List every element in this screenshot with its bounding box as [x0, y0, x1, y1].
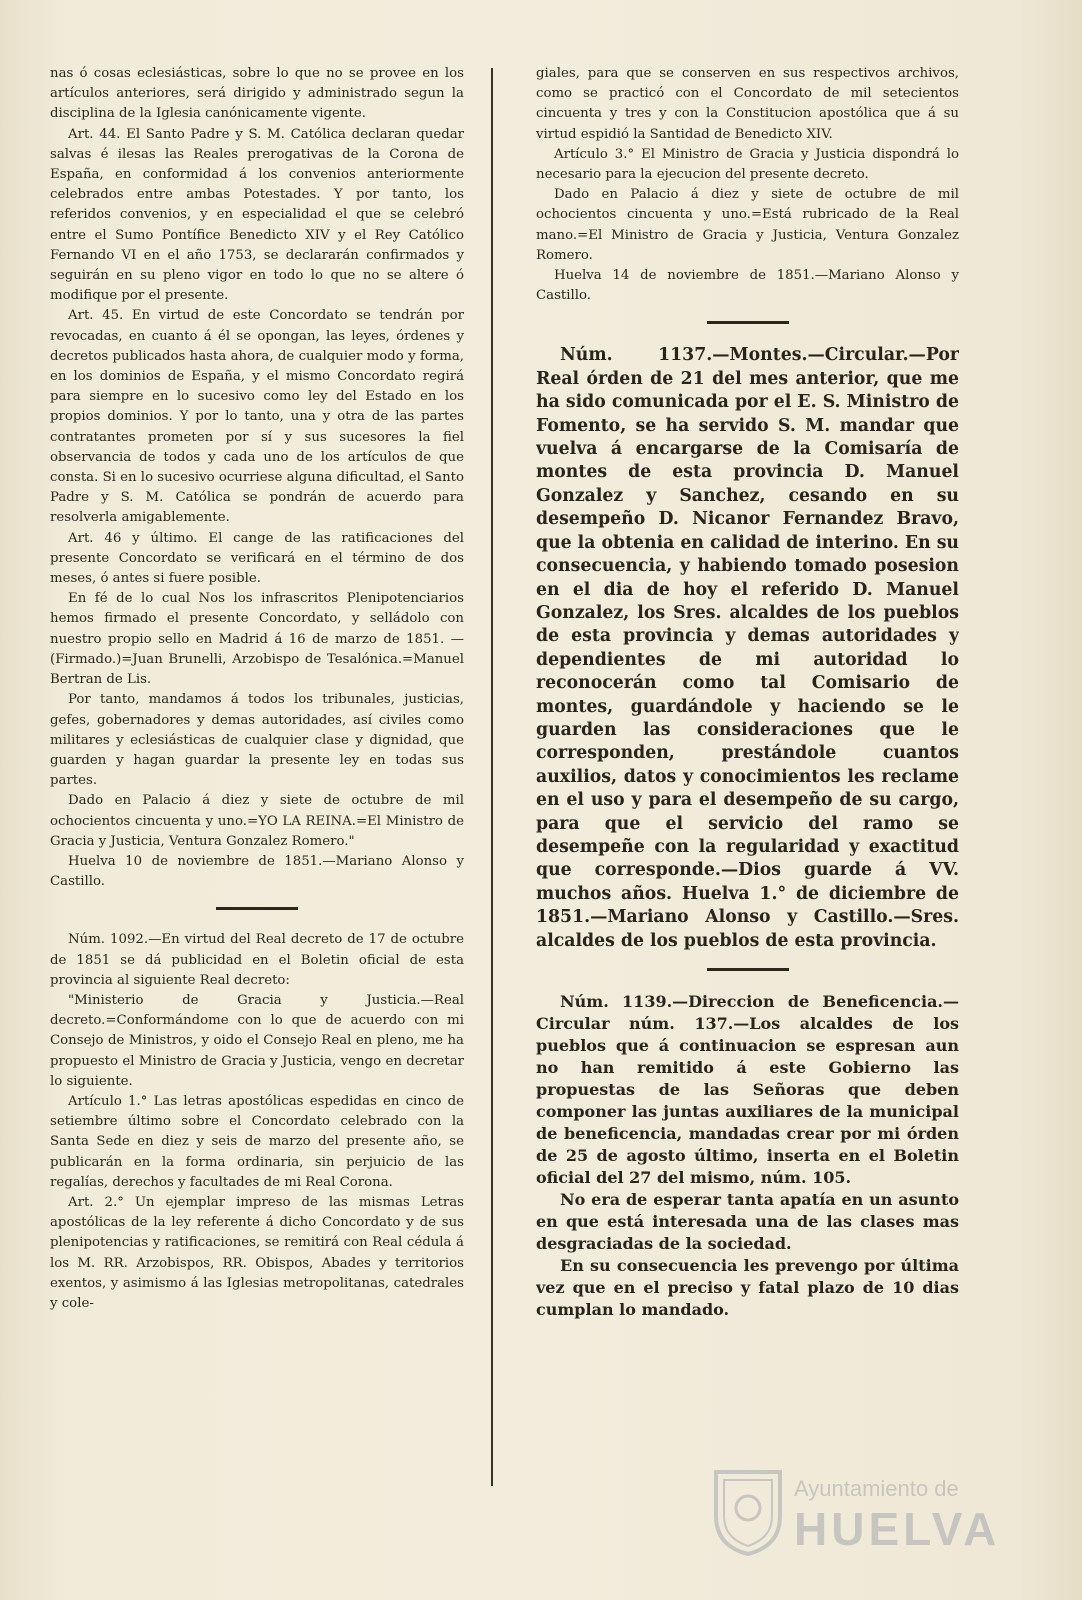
watermark-line2: HUELVA: [794, 1503, 1001, 1555]
articulo-3: Artículo 3.° El Ministro de Gracia y Justicia dispondrá lo necesario para la ejecucion del presente decreto.: [536, 146, 959, 183]
section-divider: [707, 968, 789, 971]
huelva-date-signature: Huelva 10 de noviembre de 1851.—Mariano Alonso y Castillo.: [50, 853, 464, 890]
section-divider: [707, 321, 789, 324]
article-44: Art. 44. El Santo Padre y S. M. Católica declaran quedar salvas é ilesas las Reales prerogativas de la Corona de España, en conformidad á los convenios anteriormente celebrados entre ambas Potestades. Y por tanto, los referidos convenios, y en especialidad el que se celebró entre el Sumo Pontífice Benedicto XIV y el Rey Católico Fernando VI en el año 1753, se declararán confirmados y seguirán en su pleno vigor en todo lo que no se altere ó modifique por el presente.: [50, 126, 464, 304]
seal-icon: [712, 1466, 784, 1556]
apathy-paragraph: No era de esperar tanta apatía en un asunto en que está interesada una de las clases mas desgraciadas de la sociedad.: [536, 1190, 959, 1253]
article-46: Art. 46 y último. El cange de las ratificaciones del presente Concordato se verificará en el término de dos meses, ó antes si fuere posible.: [50, 530, 464, 587]
mandate-paragraph: Por tanto, mandamos á todos los tribunales, justicias, gefes, gobernadores y demas autoridades, así civiles como militares y eclesiásticas de cualquier clase y dignidad, que guarden y hagan guardar la presente ley en todas sus partes.: [50, 692, 464, 789]
decree-continuation: giales, para que se conserven en sus respectivos archivos, como se practicó con el Concordato de mil setecientos cincuenta y tres y con la Constitucion apostólica que á su virtud espidió la Santidad de Benedicto XIV.: [536, 66, 959, 142]
num-1139-circular: Núm. 1139.—Direccion de Beneficencia.—Circular núm. 137.—Los alcaldes de los pueblos que á continuacion se espresan aun no han remitido á este Gobierno las propuestas de las Señoras que deben componer las juntas auxiliares de la municipal de beneficencia, mandadas crear por mi órden de 25 de agosto último, inserta en el Boletin oficial del 27 del mismo, núm. 105.: [536, 992, 959, 1187]
articulo-1: Artículo 1.° Las letras apostólicas espedidas en cinco de setiembre último sobre el Concordato celebrado con la Santa Sede en diez y seis de marzo del presente año, se publicarán en la forma ordinaria, sin perjuicio de las regalías, derechos y facultades de mi Real Corona.: [50, 1093, 464, 1190]
num-1092-heading: Núm. 1092.—En virtud del Real decreto de 17 de octubre de 1851 se dá publicidad en el Boletin oficial de esta provincia al siguiente Real decreto:: [50, 932, 464, 988]
article-45: Art. 45. En virtud de este Concordato se tendrán por revocadas, en cuanto á él se opongan, las leyes, órdenes y decretos publicados hasta ahora, de cualquier modo y forma, en los dominios de España, y el mismo Concordato regirá para siempre en lo sucesivo como ley del Estado en los propios dominios. Y por lo tanto, una y otra de las partes contratantes prometen por sí y sus sucesores la fiel observancia de todos y cada uno de los artículos de que consta. Si en lo sucesivo ocurriese alguna dificultad, el Santo Padre y S. M. Católica se pondrán de acuerdo para resolverla amigablemente.: [50, 308, 464, 526]
watermark-line1: Ayuntamiento de: [794, 1476, 959, 1501]
ministry-decree: "Ministerio de Gracia y Justicia.—Real decreto.=Conformándome con lo que de acuerdo con mi Consejo de Ministros, y oido el Consejo Real en pleno, me ha propuesto el Ministro de Gracia y Justicia, vengo en decretar lo siguiente.: [50, 992, 464, 1089]
plenipotentiaries-signature: En fé de lo cual Nos los infrascritos Plenipotenciarios hemos firmado el presente Concordato, y selládolo con nuestro propio sello en Madrid á 16 de marzo de 1851. —(Firmado.)=Juan Brunelli, Arzobispo de Tesalónica.=Manuel Bertran de Lis.: [50, 591, 464, 688]
final-warning-paragraph: En su consecuencia les prevengo por última vez que en el preciso y fatal plazo de 10 dias cumplan lo mandado.: [536, 1256, 959, 1319]
palace-date: Dado en Palacio á diez y siete de octubre de mil ochocientos cincuenta y uno.=YO LA REINA.=El Ministro de Gracia y Justicia, Ventura Gonzalez Romero.": [50, 793, 464, 849]
concordato-continuation: nas ó cosas eclesiásticas, sobre lo que no se provee en los artículos anteriores, será dirigido y administrado segun la disciplina de la Iglesia canónicamente vigente.: [50, 66, 464, 122]
column-rule: [491, 68, 493, 1486]
ayuntamiento-huelva-watermark: [712, 1458, 1012, 1578]
num-1137-circular: Núm. 1137.—Montes.—Circular.—Por Real órden de 21 del mes anterior, que me ha sido comunicada por el E. S. Ministro de Fomento, se ha servido S. M. mandar que vuelva á encargarse de la Comisaría de montes de esta provincia D. Manuel Gonzalez y Sanchez, cesando en su desempeño D. Nicanor Fernandez Bravo, que la obtenia en calidad de interino. En su consecuencia, y habiendo tomado posesion en el dia de hoy el referido D. Manuel Gonzalez, los Sres. alcaldes de los pueblos de esta provincia y demas autoridades y dependientes de mi autoridad lo reconocerán como tal Comisario de montes, guardándole y haciendo se le guarden las consideraciones que le corresponden, prestándole cuantos auxilios, datos y conocimientos les reclame en el uso y para el desempeño de su cargo, para que el servicio del ramo se desempeñe con la regularidad y exactitud que corresponde.—Dios guarde á VV. muchos años. Huelva 1.° de diciembre de 1851.—Mariano Alonso y Castillo.—Sres. alcaldes de los pueblos de esta provincia.: [536, 345, 959, 951]
right-column: [536, 64, 959, 1484]
palace-date-2: Dado en Palacio á diez y siete de octubre de mil ochocientos cincuenta y uno.=Está rubricado de la Real mano.=El Ministro de Gracia y Justicia, Ventura Gonzalez Romero.: [536, 187, 959, 263]
section-divider: [216, 907, 298, 910]
num-1137-block: [536, 344, 959, 953]
num-1139-block: [536, 991, 959, 1321]
huelva-date-signature-2: Huelva 14 de noviembre de 1851.—Mariano Alonso y Castillo.: [536, 268, 959, 304]
left-column: [50, 64, 464, 1464]
articulo-2: Art. 2.° Un ejemplar impreso de las mismas Letras apostólicas de la ley referente á dicho Concordato y de sus plenipotencias y ratificaciones, se remitirá con Real cédula á los M. RR. Arzobispos, RR. Obispos, Abades y territorios exentos, y asimismo á las Iglesias metropolitanas, catedrales y cole-: [50, 1194, 464, 1311]
